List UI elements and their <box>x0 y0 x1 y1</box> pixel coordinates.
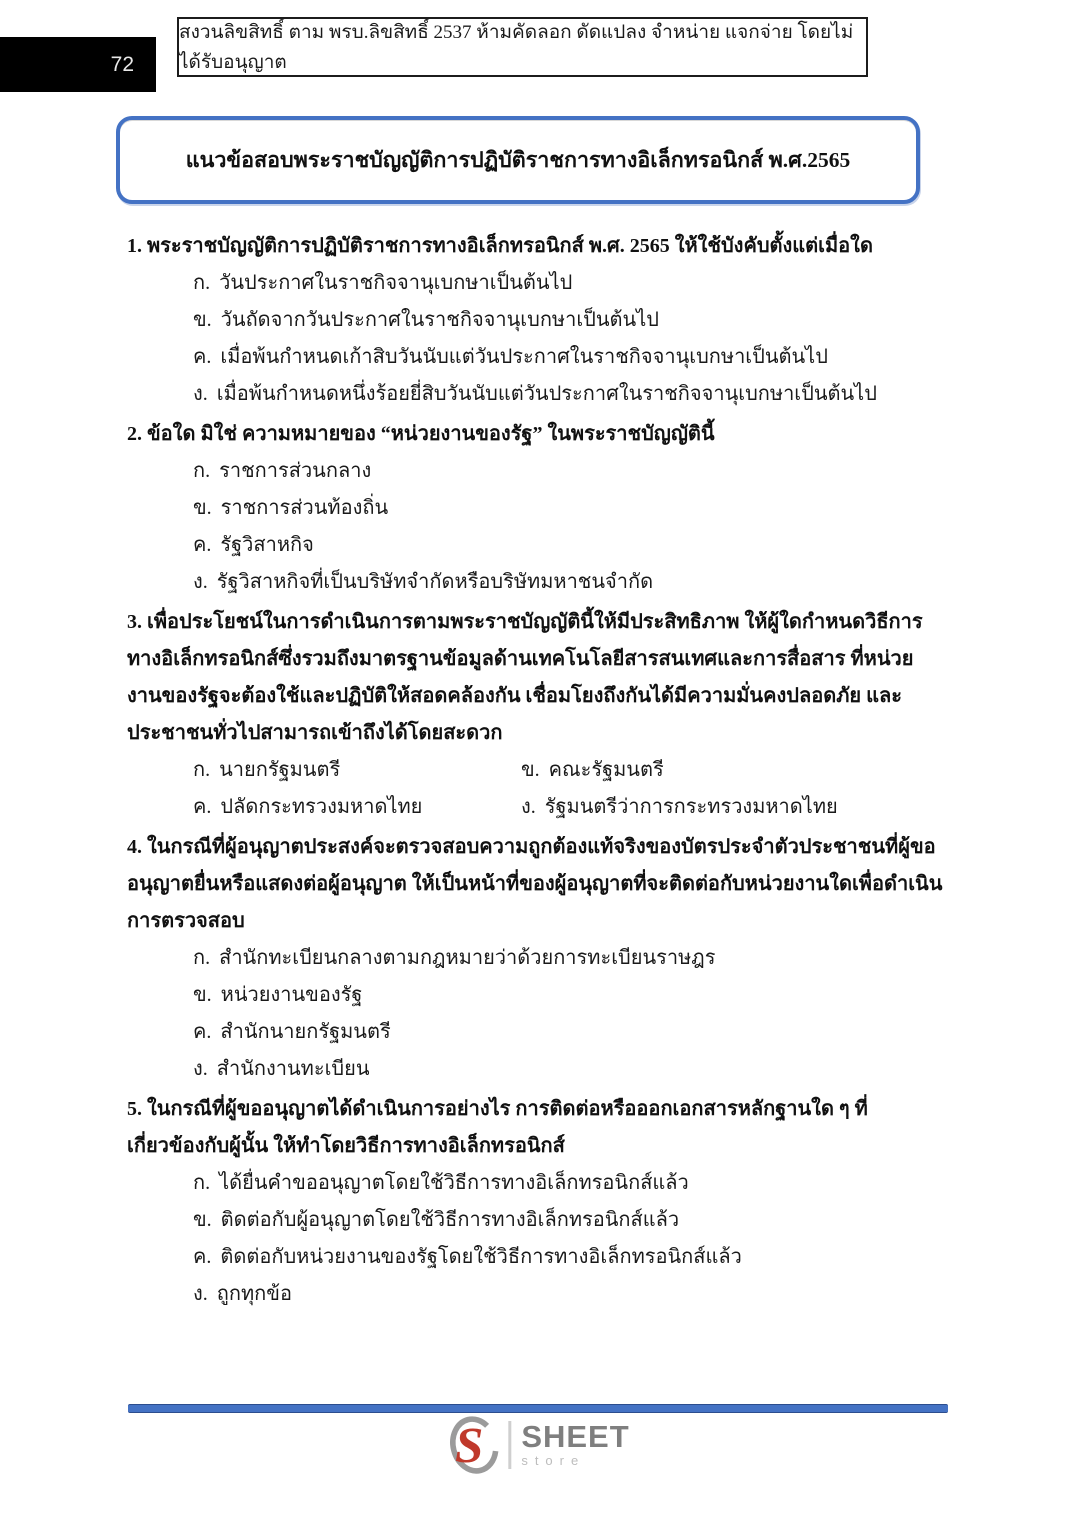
option-item <box>193 940 945 977</box>
option-label: ก. <box>193 1172 211 1194</box>
options-list <box>127 1165 945 1313</box>
option-item <box>193 302 945 339</box>
option-text: วันประกาศในราชกิจจานุเบกษาเป็นต้นไป <box>219 272 573 294</box>
brand-logo <box>446 1413 629 1477</box>
option-item <box>521 789 945 826</box>
question-heading <box>127 604 945 752</box>
option-label: ข. <box>193 497 212 519</box>
option-text: ถูกทุกข้อ <box>216 1283 292 1305</box>
option-item <box>193 1165 945 1202</box>
option-label: ค. <box>193 534 212 556</box>
options-list <box>127 453 945 601</box>
options-list <box>127 752 945 826</box>
options-list <box>127 940 945 1088</box>
question-1 <box>127 228 945 413</box>
option-label: ข. <box>521 759 540 781</box>
option-label: ค. <box>193 346 212 368</box>
question-number: 2. <box>127 423 142 445</box>
question-number: 5. <box>127 1098 142 1120</box>
option-item <box>193 265 945 302</box>
exam-title-box <box>116 116 920 204</box>
option-label: ค. <box>193 1021 212 1043</box>
option-label: ง. <box>521 796 536 818</box>
option-text: ติดต่อกับหน่วยงานของรัฐโดยใช้วิธีการทางอิเล็กทรอนิกส์แล้ว <box>220 1246 742 1268</box>
question-text: เพื่อประโยชน์ในการดำเนินการตามพระราชบัญญัตินี้ให้มีประสิทธิภาพ ให้ผู้ใดกำหนดวิธีการทางอิเล็กทรอนิกส์ซึ่งรวมถึงมาตรฐานข้อมูลด้านเทคโนโลยีสารสนเทศและการสื่อสาร ที่หน่วยงานของรัฐจะต้องใช้และปฏิบัติให้สอดคล้องกัน เชื่อมโยงถึงกันได้มีความมั่นคงปลอดภัย และประชาชนทั่วไปสามารถเข้าถึงได้โดยสะดวก <box>127 611 923 744</box>
option-item <box>193 1239 945 1276</box>
logo-letter: S <box>455 1418 484 1475</box>
copyright-text: สงวนลิขสิทธิ์ ตาม พรบ.ลิขสิทธิ์ 2537 ห้ามคัดลอก ดัดแปลง จำหน่าย แจกจ่าย โดยไม่ได้รับอนุญาต <box>179 22 854 73</box>
option-item <box>193 339 945 376</box>
option-text: สำนักทะเบียนกลางตามกฎหมายว่าด้วยการทะเบียนราษฎร <box>219 947 716 969</box>
option-label: ข. <box>193 309 212 331</box>
option-item <box>193 490 945 527</box>
brand-text <box>521 1418 630 1469</box>
question-list <box>127 228 945 1316</box>
option-item <box>193 1202 945 1239</box>
option-item <box>193 977 945 1014</box>
option-label: ง. <box>193 1058 208 1080</box>
page-number: 72 <box>110 52 134 76</box>
question-number: 4. <box>127 836 142 858</box>
option-label: ง. <box>193 383 208 405</box>
option-text: คณะรัฐมนตรี <box>548 759 664 781</box>
question-heading <box>127 416 945 453</box>
option-text: สำนักงานทะเบียน <box>216 1058 370 1080</box>
option-label: ก. <box>193 272 211 294</box>
exam-title: แนวข้อสอบพระราชบัญญัติการปฏิบัติราชการทางอิเล็กทรอนิกส์ พ.ศ.2565 <box>185 148 851 172</box>
option-text: ราชการส่วนกลาง <box>219 460 372 482</box>
option-label: ง. <box>193 1283 208 1305</box>
option-label: ก. <box>193 947 211 969</box>
option-text: รัฐวิสาหกิจ <box>220 534 314 556</box>
sheet-store-logo-icon <box>446 1413 502 1477</box>
option-text: สำนักนายกรัฐมนตรี <box>220 1021 391 1043</box>
page-number-box <box>0 37 156 92</box>
question-heading <box>127 829 945 940</box>
question-text: ในกรณีที่ผู้อนุญาตประสงค์จะตรวจสอบความถูกต้องแท้จริงของบัตรประจำตัวประชาชนที่ผู้ขออนุญาตยื่นหรือแสดงต่อผู้อนุญาต ให้เป็นหน้าที่ของผู้อนุญาตที่จะติดต่อกับหน่วยงานใดเพื่อดำเนินการตรวจสอบ <box>127 836 943 932</box>
option-item <box>193 564 945 601</box>
option-text: ปลัดกระทรวงมหาดไทย <box>220 796 423 818</box>
option-text: รัฐวิสาหกิจที่เป็นบริษัทจำกัดหรือบริษัทมหาชนจำกัด <box>216 571 654 593</box>
option-label: ค. <box>193 1246 212 1268</box>
question-5 <box>127 1091 945 1313</box>
option-item <box>193 527 945 564</box>
question-text: ข้อใด มิใช่ ความหมายของ “หน่วยงานของรัฐ” ในพระราชบัญญัตินี้ <box>147 423 715 445</box>
option-text: ราชการส่วนท้องถิ่น <box>220 497 389 519</box>
brand-name: SHEET <box>521 1418 630 1454</box>
question-number: 1. <box>127 235 142 257</box>
option-label: ข. <box>193 1209 212 1231</box>
question-text: ในกรณีที่ผู้ขออนุญาตได้ดำเนินการอย่างไร การติดต่อหรือออกเอกสารหลักฐานใด ๆ ที่เกี่ยวข้องกับผู้นั้น ให้ทำโดยวิธีการทางอิเล็กทรอนิกส์ <box>127 1098 868 1157</box>
question-3 <box>127 604 945 826</box>
question-text: พระราชบัญญัติการปฏิบัติราชการทางอิเล็กทรอนิกส์ พ.ศ. 2565 ให้ใช้บังคับตั้งแต่เมื่อใด <box>147 235 873 257</box>
option-item <box>193 1051 945 1088</box>
option-item <box>193 453 945 490</box>
brand-subtitle: store <box>521 1452 586 1468</box>
options-list <box>127 265 945 413</box>
option-item <box>521 752 945 789</box>
logo-divider <box>508 1421 511 1469</box>
option-label: ก. <box>193 460 211 482</box>
question-2 <box>127 416 945 601</box>
option-label: ข. <box>193 984 212 1006</box>
option-label: ค. <box>193 796 212 818</box>
option-item <box>193 1276 945 1313</box>
option-text: รัฐมนตรีว่าการกระทรวงมหาดไทย <box>544 796 838 818</box>
option-text: นายกรัฐมนตรี <box>219 759 341 781</box>
option-label: ก. <box>193 759 211 781</box>
question-heading <box>127 228 945 265</box>
option-item <box>193 1014 945 1051</box>
option-label: ง. <box>193 571 208 593</box>
option-text: ติดต่อกับผู้อนุญาตโดยใช้วิธีการทางอิเล็กทรอนิกส์แล้ว <box>220 1209 680 1231</box>
question-number: 3. <box>127 611 142 633</box>
question-heading <box>127 1091 945 1165</box>
footer-divider-line <box>128 1404 948 1413</box>
option-text: หน่วยงานของรัฐ <box>220 984 363 1006</box>
option-text: วันถัดจากวันประกาศในราชกิจจานุเบกษาเป็นต้นไป <box>220 309 659 331</box>
question-4 <box>127 829 945 1088</box>
option-item <box>193 789 521 826</box>
copyright-box <box>177 17 868 77</box>
option-text: เมื่อพ้นกำหนดเก้าสิบวันนับแต่วันประกาศในราชกิจจานุเบกษาเป็นต้นไป <box>220 346 828 368</box>
option-text: เมื่อพ้นกำหนดหนึ่งร้อยยี่สิบวันนับแต่วันประกาศในราชกิจจานุเบกษาเป็นต้นไป <box>216 383 877 405</box>
option-text: ได้ยื่นคำขออนุญาตโดยใช้วิธีการทางอิเล็กทรอนิกส์แล้ว <box>219 1172 689 1194</box>
option-item <box>193 752 521 789</box>
option-item <box>193 376 945 413</box>
